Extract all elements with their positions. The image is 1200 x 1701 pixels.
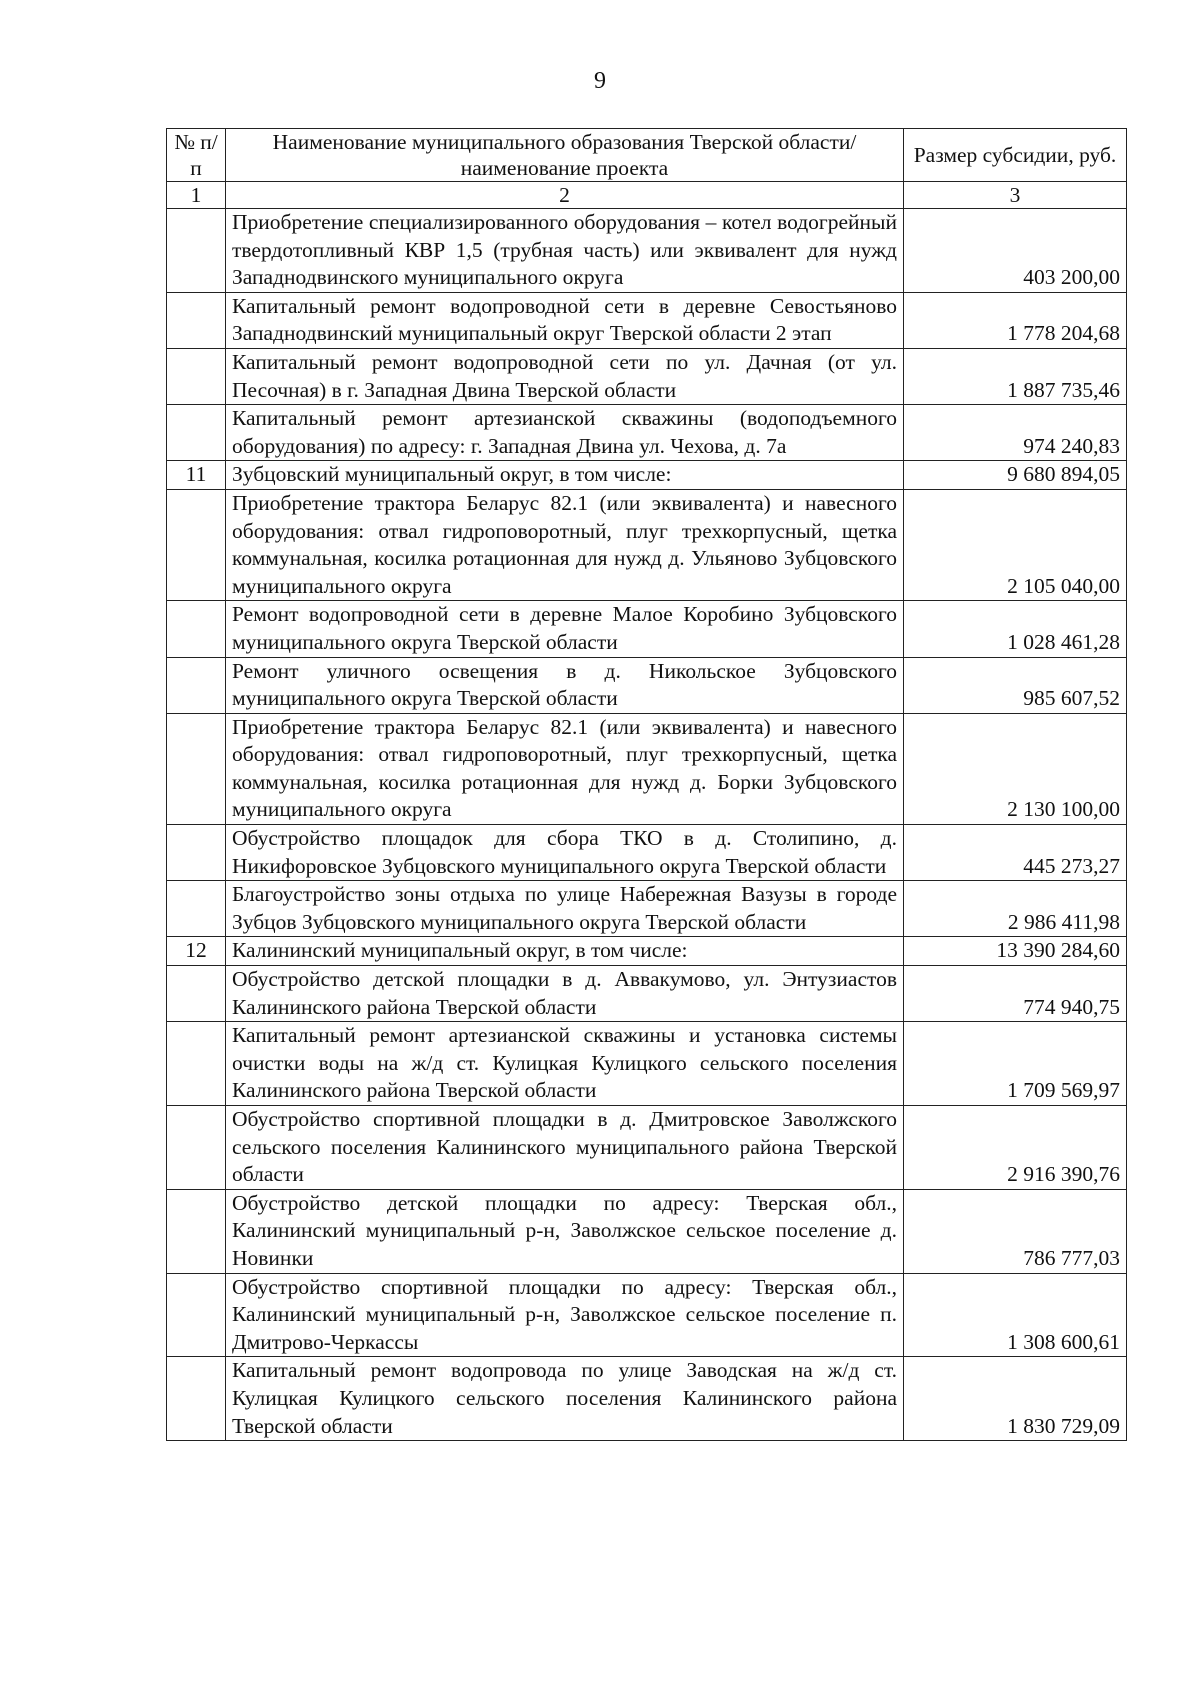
table-row	[167, 937, 1127, 966]
table-row	[167, 209, 1127, 293]
table-row	[167, 489, 1127, 600]
table-row	[167, 825, 1127, 881]
row-amount: 13 390 284,60	[904, 937, 1127, 966]
row-number: 11	[167, 461, 226, 490]
row-amount: 445 273,27	[904, 825, 1127, 881]
row-name: Приобретение трактора Беларус 82.1 (или эквивалента) и навесного оборудования: отвал гидроповоротный, плуг трехкорпусный, щетка коммунальная, косилка ротационная для нужд д. Борки Зубцовского муниципального округа	[226, 713, 904, 824]
table-row	[167, 1357, 1127, 1441]
row-name: Обустройство площадок для сбора ТКО в д. Столипино, д. Никифоровское Зубцовского муниципального округа Тверской области	[226, 825, 904, 881]
table-row	[167, 601, 1127, 657]
row-name: Капитальный ремонт водопроводной сети в деревне Севостьяново Западнодвинский муниципальный округ Тверской области 2 этап	[226, 292, 904, 348]
row-amount: 9 680 894,05	[904, 461, 1127, 490]
table-row	[167, 1022, 1127, 1106]
row-amount: 2 916 390,76	[904, 1106, 1127, 1190]
column-index-row	[167, 182, 1127, 209]
row-number	[167, 209, 226, 293]
row-amount: 1 830 729,09	[904, 1357, 1127, 1441]
table-row	[167, 405, 1127, 461]
table-row	[167, 1189, 1127, 1273]
row-name: Обустройство спортивной площадки в д. Дмитровское Заволжского сельского поселения Калининского муниципального района Тверской области	[226, 1106, 904, 1190]
page-number: 9	[594, 68, 606, 94]
row-amount: 974 240,83	[904, 405, 1127, 461]
table-row	[167, 461, 1127, 490]
row-number	[167, 601, 226, 657]
row-number	[167, 1357, 226, 1441]
row-name: Капитальный ремонт водопроводной сети по ул. Дачная (от ул. Песочная) в г. Западная Двина Тверской области	[226, 348, 904, 404]
column-index: 2	[226, 182, 904, 209]
column-index: 1	[167, 182, 226, 209]
row-name: Капитальный ремонт водопровода по улице Заводская на ж/д ст. Кулицкая Кулицкого сельского поселения Калининского района Тверской области	[226, 1357, 904, 1441]
table-row	[167, 292, 1127, 348]
row-name: Ремонт уличного освещения в д. Никольское Зубцовского муниципального округа Тверской области	[226, 657, 904, 713]
row-amount: 403 200,00	[904, 209, 1127, 293]
subsidy-table	[166, 128, 1127, 1441]
row-amount: 985 607,52	[904, 657, 1127, 713]
row-name: Обустройство детской площадки в д. Аввакумово, ул. Энтузиастов Калининского района Тверской области	[226, 966, 904, 1022]
row-number	[167, 1106, 226, 1190]
row-number	[167, 825, 226, 881]
table-row	[167, 713, 1127, 824]
column-index: 3	[904, 182, 1127, 209]
row-name: Зубцовский муниципальный округ, в том числе:	[226, 461, 904, 490]
table-row	[167, 1106, 1127, 1190]
table-row	[167, 657, 1127, 713]
row-amount: 2 130 100,00	[904, 713, 1127, 824]
row-number	[167, 1022, 226, 1106]
table-row	[167, 348, 1127, 404]
row-name: Приобретение специализированного оборудования – котел водогрейный твердотопливный КВР 1,5 (трубная часть) или эквивалент для нужд Западнодвинского муниципального округа	[226, 209, 904, 293]
row-number	[167, 1189, 226, 1273]
table-header-row	[167, 129, 1127, 182]
row-number	[167, 348, 226, 404]
row-amount: 1 887 735,46	[904, 348, 1127, 404]
row-name: Капитальный ремонт артезианской скважины (водоподъемного оборудования) по адресу: г. Западная Двина ул. Чехова, д. 7а	[226, 405, 904, 461]
row-name: Приобретение трактора Беларус 82.1 (или эквивалента) и навесного оборудования: отвал гидроповоротный, плуг трехкорпусный, щетка коммунальная, косилка ротационная для нужд д. Ульяново Зубцовского муниципального округа	[226, 489, 904, 600]
row-number	[167, 1273, 226, 1357]
row-name: Обустройство детской площадки по адресу: Тверская обл., Калининский муниципальный р-н, Заволжское сельское поселение д. Новинки	[226, 1189, 904, 1273]
row-name: Капитальный ремонт артезианской скважины и установка системы очистки воды на ж/д ст. Кулицкая Кулицкого сельского поселения Калининского района Тверской области	[226, 1022, 904, 1106]
table-row	[167, 881, 1127, 937]
table-row	[167, 966, 1127, 1022]
row-amount: 2 986 411,98	[904, 881, 1127, 937]
row-number	[167, 966, 226, 1022]
row-number	[167, 881, 226, 937]
header-number: № п/п	[167, 129, 226, 182]
row-name: Благоустройство зоны отдыха по улице Набережная Вазузы в городе Зубцов Зубцовского муниципального округа Тверской области	[226, 881, 904, 937]
row-amount: 786 777,03	[904, 1189, 1127, 1273]
row-name: Калининский муниципальный округ, в том числе:	[226, 937, 904, 966]
row-number: 12	[167, 937, 226, 966]
row-amount: 774 940,75	[904, 966, 1127, 1022]
row-amount: 1 308 600,61	[904, 1273, 1127, 1357]
row-name: Обустройство спортивной площадки по адресу: Тверская обл., Калининский муниципальный р-н, Заволжское сельское поселение п. Дмитрово-Черкассы	[226, 1273, 904, 1357]
row-amount: 1 028 461,28	[904, 601, 1127, 657]
row-number	[167, 292, 226, 348]
row-number	[167, 489, 226, 600]
row-name: Ремонт водопроводной сети в деревне Малое Коробино Зубцовского муниципального округа Тверской области	[226, 601, 904, 657]
header-amount: Размер субсидии, руб.	[904, 129, 1127, 182]
row-amount: 1 709 569,97	[904, 1022, 1127, 1106]
row-amount: 1 778 204,68	[904, 292, 1127, 348]
row-number	[167, 657, 226, 713]
row-number	[167, 405, 226, 461]
row-number	[167, 713, 226, 824]
row-amount: 2 105 040,00	[904, 489, 1127, 600]
table-row	[167, 1273, 1127, 1357]
header-name: Наименование муниципального образования Тверской области/наименование проекта	[226, 129, 904, 182]
